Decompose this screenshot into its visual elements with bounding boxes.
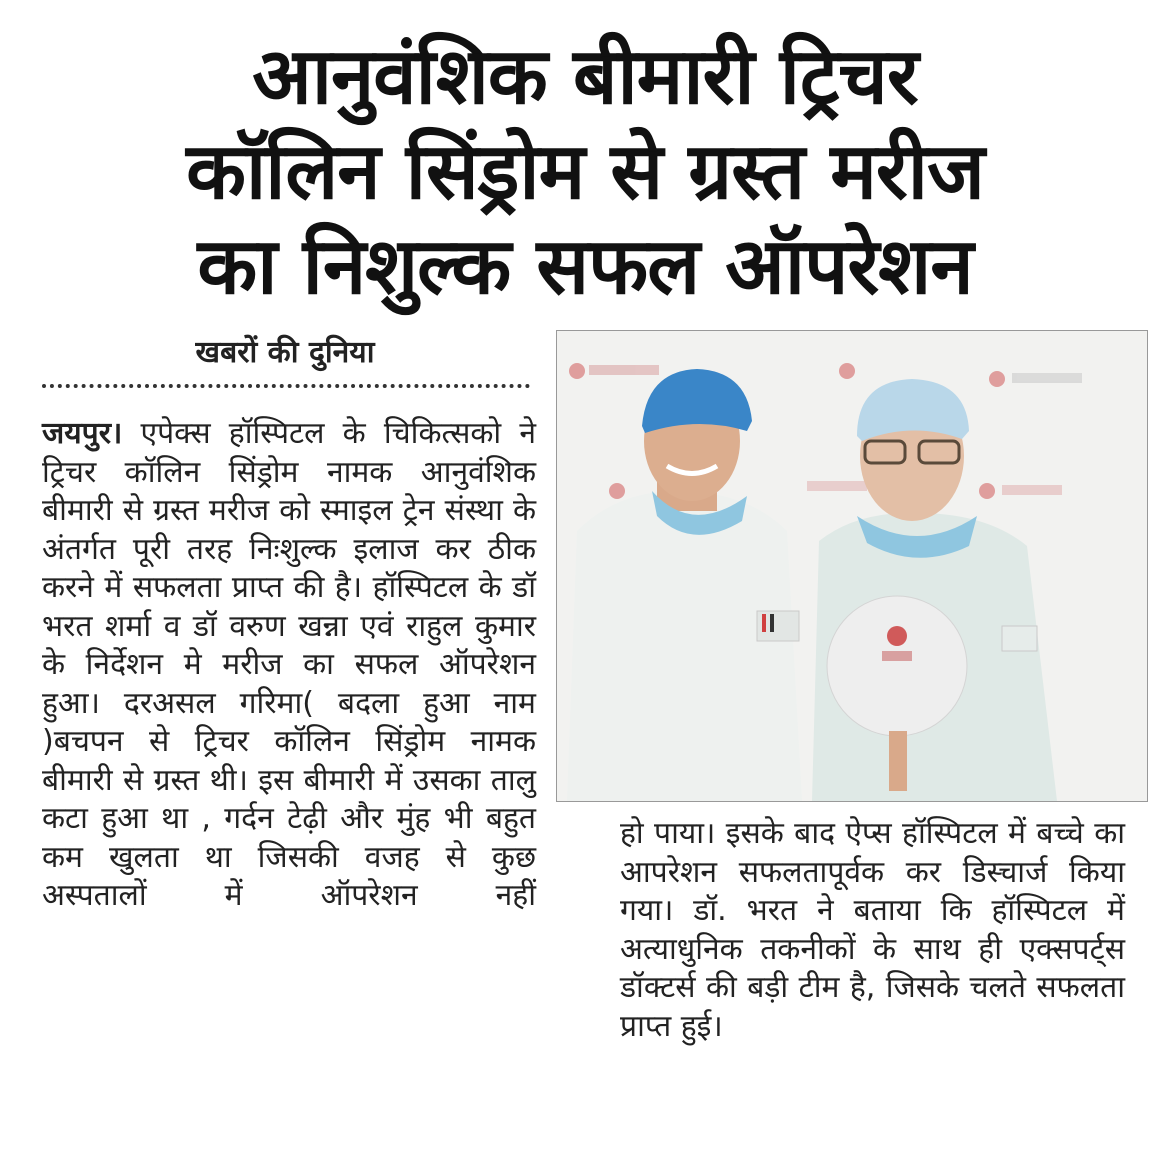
article-left-column [42,415,536,1155]
headline-line-3: का निशुल्क सफल ऑपरेशन [197,222,973,312]
headline [30,30,1140,315]
dateline: जयपुर। [42,416,123,451]
doctors-photo [556,330,1148,802]
headline-line-1: आनुवंशिक बीमारी ट्रिचर [252,32,918,122]
left-column-text: एपेक्स हॉस्पिटल के चिकित्सको ने ट्रिचर कॉलिन सिंड्रोम नामक आनुवंशिक बीमारी से ग्रस्त मरीज को स्माइल ट्रेन संस्था के अंतर्गत पूरी तरह निःशुल्क इलाज कर ठीक करने में सफलता प्राप्त की है। हॉस्पिटल के डॉ भरत शर्मा व डॉ वरुण खन्ना एवं राहुल कुमार के निर्देशन मे मरीज का सफल ऑपरेशन हुआ। दरअसल गरिमा( बदला हुआ नाम )बचपन से ट्रिचर कॉलिन सिंड्रोम नामक बीमारी से ग्रस्त थी। इस बीमारी में उसका तालु कटा हुआ था , गर्दन टेढ़ी और मुंह भी बहुत कम खुलता था जिसकी वजह से कुछ अस्पतालों में ऑपरेशन नहीं [42,416,536,913]
byline: खबरों की दुनिया [195,335,375,370]
headline-line-2: कॉलिन सिंड्रोम से ग्रस्त मरीज [186,127,984,217]
right-column-text: हो पाया। इसके बाद ऐप्स हॉस्पिटल में बच्चे का आपरेशन सफलतापूर्वक कर डिस्चार्ज किया गया। डॉ. भरत ने बताया कि हॉस्पिटल में अत्याधुनिक तकनीकों के साथ ही एक्सपर्ट्स डॉक्टर्स की बड़ी टीम है, जिसके चलते सफलता प्राप्त हुई। [620,816,1125,1044]
doctors-photo-illustration [557,331,1147,801]
article-right-column [620,815,1125,1155]
dotted-divider [42,384,530,388]
